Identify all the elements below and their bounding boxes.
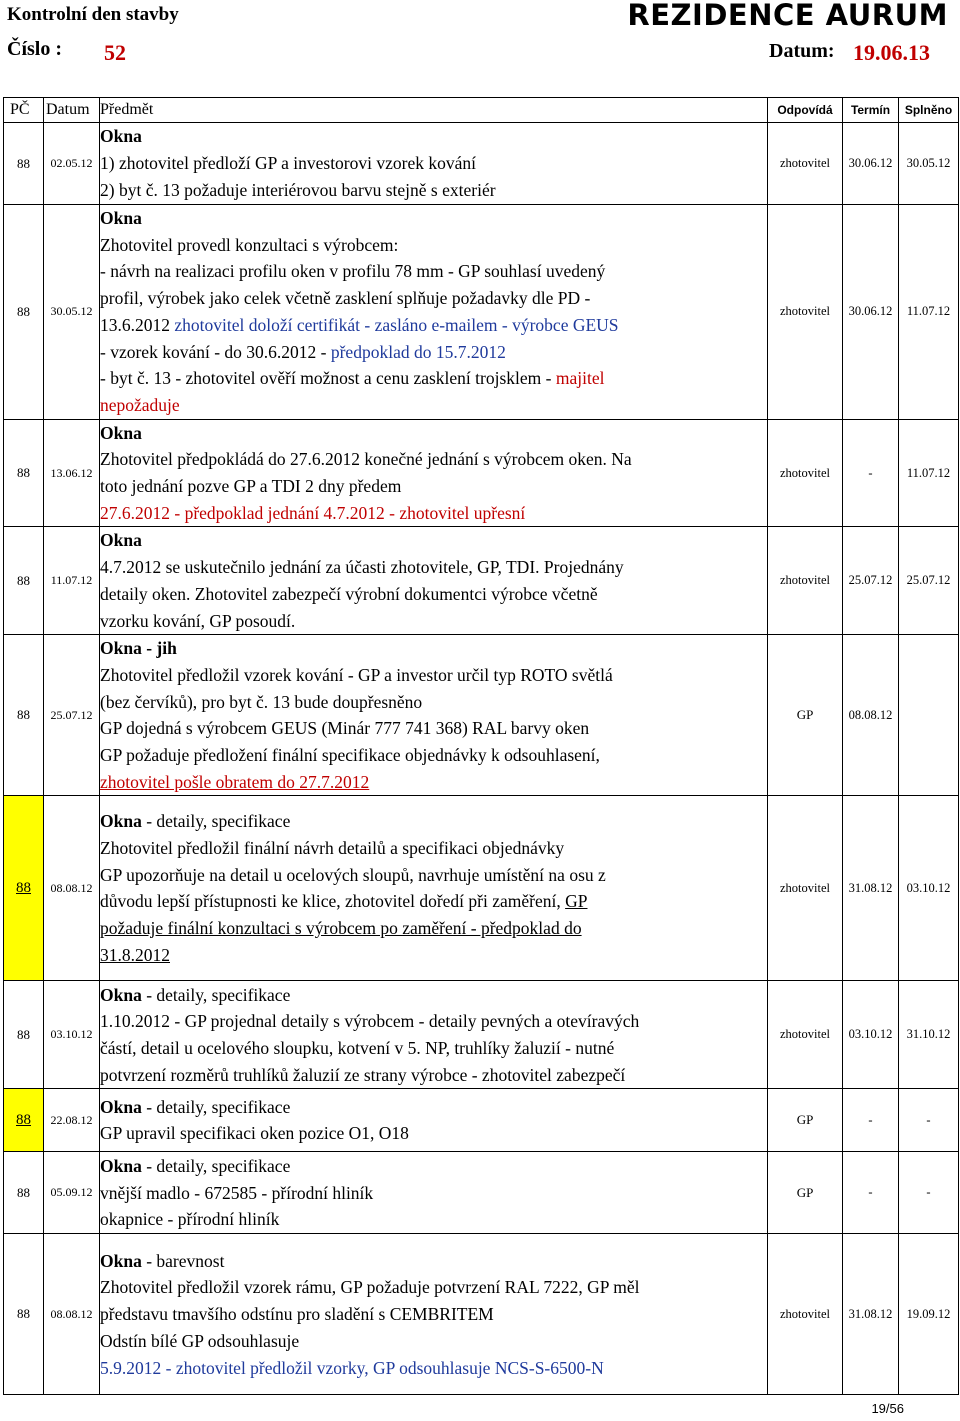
subject-line <box>100 339 767 366</box>
table-row <box>4 205 959 420</box>
subject-text: Okna <box>100 1155 142 1176</box>
subject-line <box>100 689 767 716</box>
row-date: 05.09.12 <box>44 1152 100 1234</box>
row-pc <box>4 796 44 981</box>
row-completed: 19.09.12 <box>899 1234 959 1395</box>
table-row <box>4 1234 959 1395</box>
subject-text: toto jednání pozve GP a TDI 2 dny předem <box>100 476 402 497</box>
subject-text: Okna - jih <box>100 638 177 659</box>
subject-text: Okna <box>100 208 142 228</box>
row-deadline: 03.10.12 <box>843 981 899 1089</box>
row-pc-value: 88 <box>16 1111 31 1128</box>
row-completed: 31.10.12 <box>899 981 959 1089</box>
subject-text: profil, výrobek jako celek včetně zasklení splňuje požadavky dle PD - <box>100 288 591 309</box>
subject-text: - byt č. 13 - zhotovitel ověří možnost a cenu zasklení trojsklem - <box>100 368 556 389</box>
inspection-log-table <box>3 97 959 1395</box>
row-pc-value: 88 <box>16 879 31 896</box>
subject-text: předpoklad do 15.7.2012 <box>330 341 506 362</box>
row-subject <box>100 981 768 1089</box>
subject-text: Okna <box>100 530 142 551</box>
subject-line <box>100 285 767 312</box>
table-body <box>4 123 959 1395</box>
row-pc: 88 <box>4 527 44 635</box>
row-completed <box>899 635 959 796</box>
subject-line <box>100 1094 767 1121</box>
subject-text: - detaily, specifikace <box>141 1096 291 1117</box>
table-row <box>4 1089 959 1152</box>
row-responsible: zhotovitel <box>768 205 843 420</box>
subject-text: vzorku kování, GP posoudí. <box>100 610 296 631</box>
row-date: 08.08.12 <box>44 796 100 981</box>
subject-line <box>100 1153 767 1180</box>
row-pc: 88 <box>4 981 44 1089</box>
subject-text: okapnice - přírodní hliník <box>100 1209 280 1230</box>
subject-text: potvrzení rozměrů truhlíků žaluzií ze strany výrobce - zhotovitel zabezpečí <box>100 1064 626 1085</box>
col-header-termin: Termín <box>843 98 899 123</box>
header-number: 52 <box>104 40 126 65</box>
subject-line <box>100 1035 767 1062</box>
subject-text: - detaily, specifikace <box>141 1155 291 1176</box>
subject-text: - barevnost <box>141 1250 225 1271</box>
page-number: 19/56 <box>871 1401 904 1416</box>
row-date: 22.08.12 <box>44 1089 100 1152</box>
subject-text: GP <box>565 891 588 912</box>
subject-text: Odstín bílé GP odsouhlasuje <box>100 1330 300 1351</box>
table-row <box>4 796 959 981</box>
row-date: 30.05.12 <box>44 205 100 420</box>
subject-text: 31.8.2012 <box>100 944 170 965</box>
subject-text: Okna <box>100 422 142 443</box>
subject-text: - návrh na realizaci profilu oken v profilu 78 mm - GP souhlasí uvedený <box>100 261 606 282</box>
subject-text: zhotovitel pošle obratem do 27.7.2012 <box>100 771 370 792</box>
row-responsible: zhotovitel <box>768 123 843 205</box>
subject-text: GP požaduje předložení finální specifikace objednávky k odsouhlasení, <box>100 745 600 766</box>
row-pc: 88 <box>4 1152 44 1234</box>
row-completed: 11.07.12 <box>899 205 959 420</box>
row-date: 25.07.12 <box>44 635 100 796</box>
subject-text: částí, detail u ocelového sloupku, kotvení v 5. NP, truhlíky žaluzií - nutné <box>100 1037 615 1058</box>
subject-text: Zhotovitel předložil vzorek rámu, GP požaduje potvrzení RAL 7222, GP měl <box>100 1277 640 1298</box>
subject-text: GP upozorňuje na detail u ocelových sloupů, navrhuje umístění na osu z <box>100 864 606 885</box>
subject-line <box>100 715 767 742</box>
subject-text: Okna <box>100 984 142 1005</box>
row-subject <box>100 635 768 796</box>
header-date: 19.06.13 <box>853 40 930 65</box>
col-header-splneno: Splněno <box>899 98 959 123</box>
row-subject <box>100 1234 768 1395</box>
subject-line <box>100 420 767 447</box>
row-deadline: - <box>843 1089 899 1152</box>
subject-text: detaily oken. Zhotovitel zabezpečí výrobní dokumentci výrobce včetně <box>100 583 598 604</box>
row-pc: 88 <box>4 419 44 527</box>
subject-text: 1.10.2012 - GP projednal detaily s výrobcem - detaily pevných a otevíravých <box>100 1011 640 1032</box>
row-responsible: GP <box>768 1152 843 1234</box>
subject-line <box>100 862 767 889</box>
row-completed: 11.07.12 <box>899 419 959 527</box>
subject-line <box>100 500 767 527</box>
row-date: 11.07.12 <box>44 527 100 635</box>
table-row <box>4 1152 959 1234</box>
subject-text: majitel <box>555 368 605 389</box>
table-row <box>4 981 959 1089</box>
subject-line <box>100 888 767 915</box>
row-deadline: - <box>843 419 899 527</box>
row-subject <box>100 123 768 205</box>
row-pc <box>4 1089 44 1152</box>
subject-text: Okna <box>100 126 142 147</box>
row-responsible: GP <box>768 1089 843 1152</box>
subject-text: Okna <box>100 811 142 832</box>
subject-line <box>100 554 767 581</box>
row-deadline: - <box>843 1152 899 1234</box>
row-subject <box>100 419 768 527</box>
subject-line <box>100 1301 767 1328</box>
row-pc: 88 <box>4 635 44 796</box>
subject-line <box>100 258 767 285</box>
subject-text: Okna <box>100 1250 142 1271</box>
subject-line <box>100 662 767 689</box>
subject-text: - vzorek kování - do 30.6.2012 - <box>100 341 331 362</box>
subject-text: 27.6.2012 - předpoklad jednání 4.7.2012 - zhotovitel upřesní <box>100 502 526 523</box>
table-row <box>4 527 959 635</box>
subject-text: 4.7.2012 se uskutečnilo jednání za účasti zhotovitele, GP, TDI. Projednány <box>100 557 624 578</box>
subject-text: nepožaduje <box>100 394 180 415</box>
subject-text: zasláno e-mailem - výrobce GEUS <box>374 314 619 335</box>
subject-text: - detaily, specifikace <box>141 811 291 832</box>
row-subject <box>100 796 768 981</box>
subject-line <box>100 446 767 473</box>
subject-line <box>100 581 767 608</box>
subject-line <box>100 1062 767 1089</box>
subject-line <box>100 1120 767 1147</box>
row-responsible: zhotovitel <box>768 796 843 981</box>
row-subject <box>100 1152 768 1234</box>
header-project-name: REZIDENCE AURUM <box>627 0 948 32</box>
subject-text: Zhotovitel předpokládá do 27.6.2012 konečné jednání s výrobcem oken. Na <box>100 449 632 470</box>
subject-line <box>100 769 767 796</box>
subject-text: 13.6.2012 <box>100 314 175 335</box>
row-responsible: GP <box>768 635 843 796</box>
subject-line <box>100 527 767 554</box>
row-pc: 88 <box>4 205 44 420</box>
subject-line <box>100 808 767 835</box>
row-completed: - <box>899 1152 959 1234</box>
row-completed: 25.07.12 <box>899 527 959 635</box>
col-header-odpovida: Odpovídá <box>768 98 843 123</box>
subject-text: důvodu lepší přístupnosti ke klice, zhotovitel doředí při zaměření, <box>100 891 566 912</box>
row-deadline: 31.08.12 <box>843 1234 899 1395</box>
row-deadline: 30.06.12 <box>843 205 899 420</box>
subject-text: Zhotovitel provedl konzultaci s výrobcem: <box>100 234 399 255</box>
table-row <box>4 419 959 527</box>
row-completed: - <box>899 1089 959 1152</box>
col-header-predmet: Předmět <box>100 98 768 123</box>
subject-text: 5.9.2012 - zhotovitel předložil vzorky, GP odsouhlasuje NCS-S-6500-N <box>100 1357 604 1378</box>
row-responsible: zhotovitel <box>768 419 843 527</box>
subject-line <box>100 365 767 392</box>
subject-line <box>100 473 767 500</box>
row-responsible: zhotovitel <box>768 981 843 1089</box>
row-deadline: 31.08.12 <box>843 796 899 981</box>
col-header-datum: Datum <box>44 98 100 123</box>
subject-line <box>100 232 767 259</box>
table-row <box>4 123 959 205</box>
subject-line <box>100 942 767 969</box>
row-deadline: 25.07.12 <box>843 527 899 635</box>
row-date: 03.10.12 <box>44 981 100 1089</box>
subject-line <box>100 1274 767 1301</box>
subject-line <box>100 635 767 662</box>
subject-line <box>100 1248 767 1275</box>
row-deadline: 08.08.12 <box>843 635 899 796</box>
subject-line <box>100 177 767 204</box>
subject-text: požaduje finální konzultaci s výrobcem po zaměření - předpoklad do <box>100 918 582 939</box>
subject-line <box>100 150 767 177</box>
subject-line <box>100 392 767 419</box>
header-date-label: Datum: <box>769 40 835 62</box>
row-completed: 30.05.12 <box>899 123 959 205</box>
row-pc: 88 <box>4 123 44 205</box>
subject-text: Okna <box>100 1096 142 1117</box>
subject-line <box>100 1355 767 1382</box>
subject-text: - detaily, specifikace <box>141 984 291 1005</box>
subject-text: doloží certifikát - <box>244 314 375 335</box>
table-row <box>4 635 959 796</box>
subject-line <box>100 608 767 635</box>
subject-text: představu tmavšího odstínu pro sladění s CEMBRITEM <box>100 1304 494 1325</box>
header-doc-title: Kontrolní den stavby <box>7 4 179 25</box>
row-responsible: zhotovitel <box>768 1234 843 1395</box>
row-responsible: zhotovitel <box>768 527 843 635</box>
subject-line <box>100 982 767 1009</box>
subject-text: 2) byt č. 13 požaduje interiérovou barvu stejně s exteriér <box>100 179 496 200</box>
col-header-pc: PČ <box>4 98 44 123</box>
subject-text: zhotovitel <box>174 314 245 335</box>
subject-text: Zhotovitel předložil vzorek kování - GP a investor určil typ ROTO světlá <box>100 664 613 685</box>
subject-line <box>100 1206 767 1233</box>
header-number-label: Číslo : <box>7 38 62 60</box>
subject-text: (bez červíků), pro byt č. 13 bude doupřesněno <box>100 691 423 712</box>
subject-line <box>100 835 767 862</box>
subject-text: GP upravil specifikaci oken pozice O1, O18 <box>100 1123 409 1144</box>
row-subject <box>100 527 768 635</box>
subject-line <box>100 123 767 150</box>
subject-line <box>100 312 767 339</box>
row-subject <box>100 205 768 420</box>
subject-text: 1) zhotovitel předloží GP a investorovi vzorek kování <box>100 153 476 174</box>
subject-text: Zhotovitel předložil finální návrh detailů a specifikaci objednávky <box>100 838 565 859</box>
subject-line <box>100 205 767 232</box>
subject-text: GP dojedná s výrobcem GEUS (Minár 777 741 368) RAL barvy oken <box>100 718 590 739</box>
row-completed: 03.10.12 <box>899 796 959 981</box>
subject-line <box>100 1008 767 1035</box>
table-header-row <box>4 98 959 123</box>
row-date: 02.05.12 <box>44 123 100 205</box>
row-date: 13.06.12 <box>44 419 100 527</box>
row-deadline: 30.06.12 <box>843 123 899 205</box>
row-date: 08.08.12 <box>44 1234 100 1395</box>
row-subject <box>100 1089 768 1152</box>
subject-line <box>100 915 767 942</box>
subject-line <box>100 742 767 769</box>
row-pc: 88 <box>4 1234 44 1395</box>
subject-line <box>100 1328 767 1355</box>
subject-text: vnější madlo - 672585 - přírodní hliník <box>100 1182 374 1203</box>
subject-line <box>100 1180 767 1207</box>
